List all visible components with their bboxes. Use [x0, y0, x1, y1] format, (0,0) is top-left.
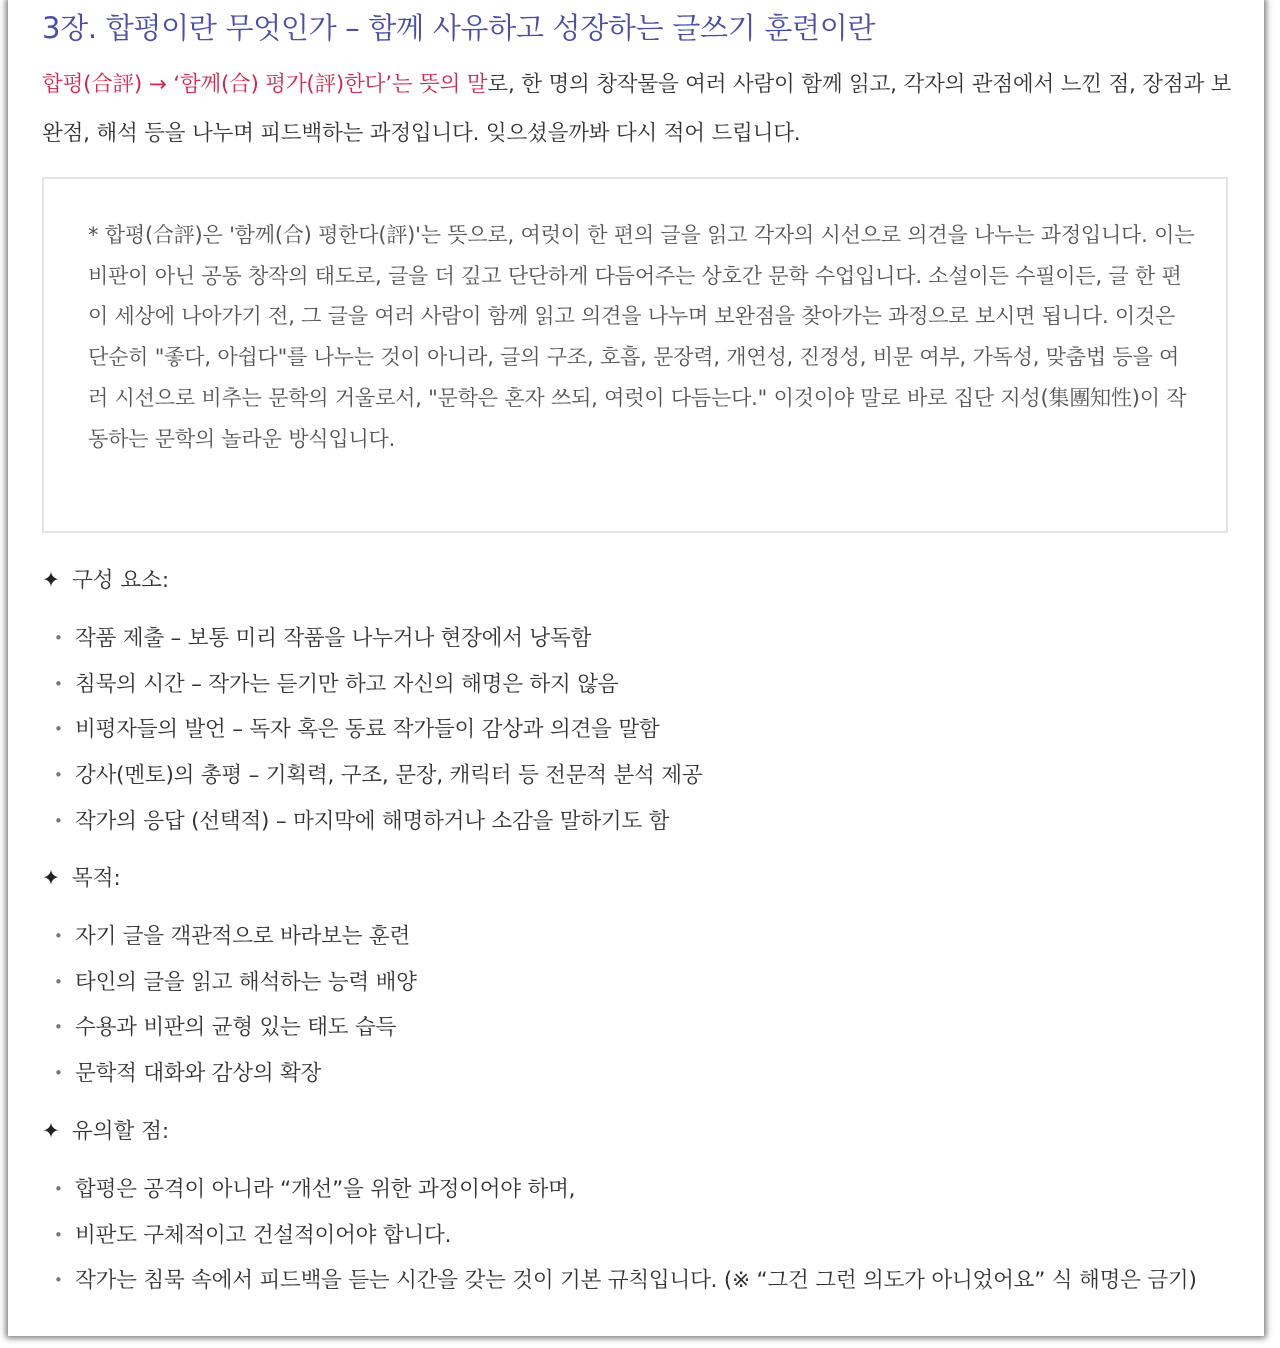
- list-item-text: 작가는 침묵 속에서 피드백을 듣는 시간을 갖는 것이 기본 규칙입니다. (※ “그건 그런 의도가 아니었어요” 식 해명은 금기): [75, 1268, 1197, 1294]
- list-item-text: 작가의 응답 (선택적) – 마지막에 해명하거나 소감을 말하기도 함: [75, 808, 670, 834]
- list-item-text: 침묵의 시간 – 작가는 듣기만 하고 자신의 해명은 하지 않음: [75, 671, 619, 697]
- bullet-icon: •: [54, 811, 63, 830]
- list-item: [42, 707, 1242, 753]
- list-item-text: 타인의 글을 읽고 해석하는 능력 배양: [75, 969, 417, 995]
- list-item: [42, 799, 1242, 845]
- bullet-icon: •: [54, 1064, 63, 1083]
- list-item: [42, 1213, 1242, 1259]
- chapter-title: 3장. 합평이란 무엇인가 – 함께 사유하고 성장하는 글쓰기 훈련이란: [42, 11, 876, 45]
- section-heading-label: 유의할 점:: [72, 1119, 170, 1144]
- bullet-icon: •: [54, 1180, 63, 1198]
- components-list: [42, 616, 1242, 845]
- quote-text: * 합평(合評)은 '함께(合) 평한다(評)'는 뜻으로, 여럿이 한 편의 글을 읽고 각자의 시선으로 의견을 나누는 과정입니다. 이는 비판이 아닌 공동 창작의 태도로, 글을 더 깊고 단단하게 다듬어주는 상호간 문학 수업입니다. 소설이든 수필이든, 글 한 편이 세상에 나아가기 전, 그 글을 여러 사람이 함께 읽고 의견을 나누며 보완점을 찾아가는 과정으로 보시면 됩니다. 이것은 단순히 "좋다, 아쉽다"를 나누는 것이 아니라, 글의 구조, 호흡, 문장력, 개연성, 진정성, 비문 여부, 가독성, 맞춤법 등을 여러 시선으로 비추는 문학의 거울로서, "문학은 혼자 쓰되, 여럿이 다듬는다." 이것이야 말로 바로 집단 지성(集團知性)이 작동하는 문학의 놀라운 방식입니다.: [88, 223, 1195, 451]
- star-icon: ✦: [42, 568, 61, 593]
- document-page: [8, 0, 1264, 1336]
- intro-highlight: 합평(合評) → ‘함께(合) 평가(評)한다’는 뜻의 말: [42, 72, 488, 97]
- bullet-icon: •: [54, 766, 63, 785]
- section-heading-components: [42, 566, 169, 596]
- section-heading-label: 구성 요소:: [72, 568, 170, 593]
- list-item-text: 작품 제출 – 보통 미리 작품을 나누거나 현장에서 낭독함: [75, 626, 592, 651]
- quote-box: [42, 177, 1228, 533]
- list-item: [42, 1258, 1242, 1304]
- bullet-icon: •: [54, 1225, 63, 1244]
- list-item-text: 자기 글을 객관적으로 바라보는 훈련: [75, 924, 411, 949]
- star-icon: ✦: [42, 1119, 61, 1144]
- cautions-list: [42, 1167, 1242, 1304]
- list-item: [42, 960, 1242, 1006]
- list-item: [42, 914, 1242, 960]
- bullet-icon: •: [54, 1018, 63, 1037]
- list-item-text: 합평은 공격이 아니라 “개선”을 위한 과정이어야 하며,: [75, 1177, 576, 1202]
- list-item: [42, 662, 1242, 708]
- section-heading-purpose: [42, 864, 121, 894]
- section-heading-cautions: [42, 1117, 169, 1147]
- list-item: [42, 753, 1242, 799]
- list-item: [42, 1167, 1242, 1213]
- bullet-icon: •: [54, 674, 63, 693]
- bullet-icon: •: [54, 972, 63, 991]
- bullet-icon: •: [54, 720, 63, 739]
- intro-paragraph: [42, 60, 1232, 158]
- list-item-text: 비판도 구체적이고 건설적이어야 합니다.: [75, 1222, 452, 1248]
- bullet-icon: •: [54, 629, 63, 647]
- section-heading-label: 목적:: [72, 866, 121, 891]
- bullet-icon: •: [54, 1271, 63, 1290]
- star-icon: ✦: [42, 866, 61, 891]
- list-item-text: 비평자들의 발언 – 독자 혹은 동료 작가들이 감상과 의견을 말함: [75, 717, 660, 743]
- list-item: [42, 1005, 1242, 1051]
- purpose-list: [42, 914, 1242, 1097]
- list-item: [42, 1051, 1242, 1097]
- list-item-text: 강사(멘토)의 총평 – 기획력, 구조, 문장, 캐릭터 등 전문적 분석 제공: [75, 763, 703, 789]
- list-item: [42, 616, 1242, 662]
- list-item-text: 문학적 대화와 감상의 확장: [75, 1061, 322, 1087]
- bullet-icon: •: [54, 927, 63, 945]
- intro-text: 로, 한 명의 창작물을 여러 사람이 함께 읽고, 각자의 관점에서 느낀 점, 장점과 보완점, 해석 등을 나누며 피드백하는 과정입니다. 잊으셨을까봐 다시 적어 드립니다.: [42, 72, 1232, 146]
- list-item-text: 수용과 비판의 균형 있는 태도 습득: [75, 1015, 397, 1041]
